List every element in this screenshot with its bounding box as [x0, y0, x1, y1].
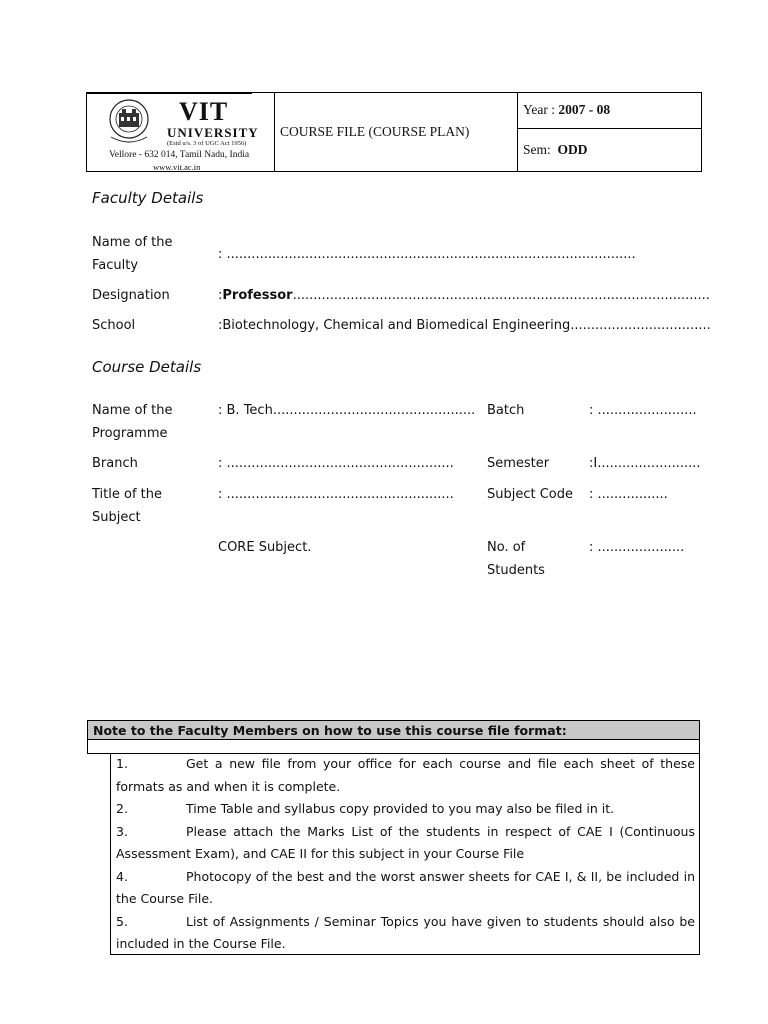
designation-value: :Professor..................................................................................................... [218, 288, 710, 303]
year-value: 2007 - 08 [558, 102, 611, 117]
branch-label: Branch [92, 456, 138, 471]
sem-value: ODD [557, 142, 588, 157]
logo-name: VIT [179, 97, 229, 126]
subject-code-label: Subject Code [487, 487, 574, 502]
logo-address: Vellore - 632 014, Tamil Nadu, India [109, 150, 250, 160]
batch-label: Batch [487, 403, 525, 418]
title-cell [274, 93, 518, 171]
programme-label: Name of the Programme [92, 403, 173, 441]
sem-row [523, 142, 588, 158]
sem-label: Sem: [523, 142, 551, 157]
course-heading: Course Details [92, 358, 202, 376]
year-label: Year : [523, 102, 556, 117]
list-item: 1. Get a new file from your office for each course and file each sheet of these formats as and when it is complete. [116, 756, 695, 794]
list-item: 3. Please attach the Marks List of the students in respect of CAE I (Continuous Assessment Exam), and CAE II for this subject in your Course File [116, 823, 695, 861]
logo-website: www.vit.ac.in [153, 162, 201, 172]
logo-cell [87, 93, 275, 171]
students-label: No. of Students [487, 540, 545, 578]
list-item: 5. List of Assignments / Seminar Topics you have given to students should also be included in the Course File. [116, 913, 695, 951]
subject-title-value: : ....................................................... [218, 487, 454, 502]
semester-value: :I......................... [589, 456, 701, 471]
core-subject: CORE Subject. [218, 540, 312, 555]
logo-established: (Estd u/s. 3 of UGC Act 1956) [167, 140, 247, 147]
year-sem-cell [517, 93, 701, 171]
students-value: : ..................... [589, 540, 685, 555]
designation-label: Designation [92, 288, 170, 303]
year-row [523, 102, 610, 118]
university-seal-icon [107, 99, 151, 147]
school-value: :Biotechnology, Chemical and Biomedical Engineering.................................. [218, 318, 711, 333]
note-list [110, 753, 700, 955]
programme-value: : B. Tech................................................. [218, 403, 476, 418]
designation-bold: Professor [222, 288, 293, 303]
subject-title-label: Title of the Subject [92, 487, 162, 525]
batch-value: : ........................ [589, 403, 697, 418]
faculty-heading: Faculty Details [92, 189, 204, 207]
header-table [86, 92, 702, 172]
note-box [87, 720, 700, 754]
list-item: 4. Photocopy of the best and the worst answer sheets for CAE I, & II, be included in the Course File. [116, 868, 695, 906]
subject-code-value: : ................. [589, 487, 668, 502]
list-item: 2. Time Table and syllabus copy provided to you may also be filed in it. [116, 801, 615, 816]
semester-label: Semester [487, 456, 550, 471]
note-heading: Note to the Faculty Members on how to use this course file format: [88, 721, 699, 740]
branch-value: : ....................................................... [218, 456, 454, 471]
document-title: COURSE FILE (COURSE PLAN) [280, 124, 470, 139]
faculty-name-value: : ................................................................................................... [218, 247, 636, 262]
logo-university: UNIVERSITY [167, 125, 259, 140]
faculty-name-label: Name of the Faculty [92, 235, 173, 273]
school-label: School [92, 318, 136, 333]
